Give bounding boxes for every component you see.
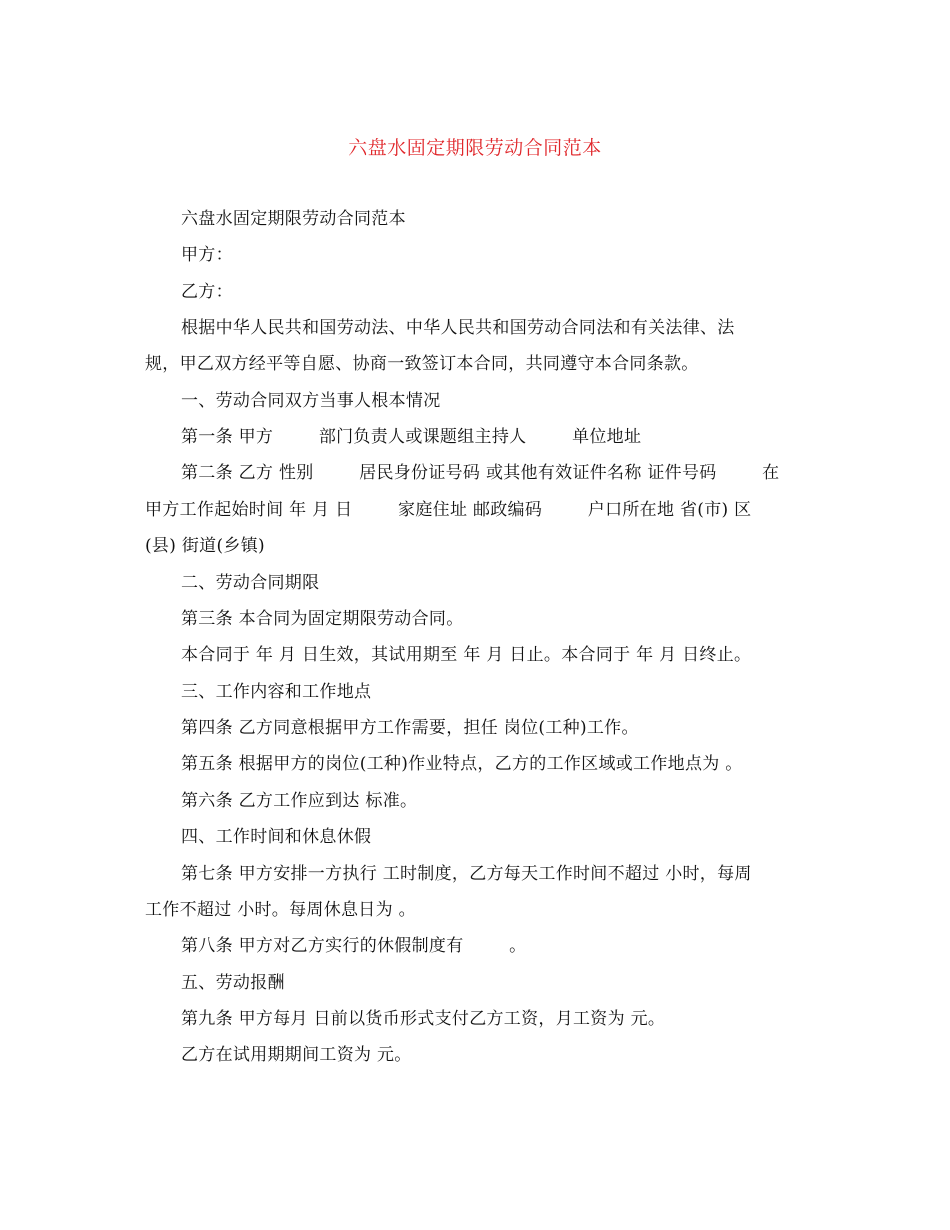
doc-line: 第三条 本合同为固定期限劳动合同。: [181, 609, 464, 629]
doc-line: 本合同于 年 月 日生效，其试用期至 年 月 日止。本合同于 年 月 日终止。: [181, 645, 752, 665]
doc-line: 第八条 甲方对乙方实行的休假制度有 。: [181, 936, 527, 956]
doc-line: 乙方：: [181, 282, 233, 302]
doc-line: 甲方：: [181, 245, 233, 265]
doc-line: 甲方工作起始时间 年 月 日 家庭住址 邮政编码 户口所在地 省(市) 区: [145, 500, 752, 520]
doc-line: 第二条 乙方 性别 居民身份证号码 或其他有效证件名称 证件号码 在: [181, 463, 780, 483]
doc-line: 第一条 甲方 部门负责人或课题组主持人 单位地址: [181, 427, 642, 447]
doc-line: 一、劳动合同双方当事人根本情况: [181, 391, 441, 411]
doc-line: 第六条 乙方工作应到达 标准。: [181, 791, 418, 811]
doc-line: 第七条 甲方安排一方执行 工时制度，乙方每天工作时间不超过 小时，每周: [181, 864, 752, 884]
doc-line: 乙方在试用期期间工资为 元。: [181, 1045, 412, 1065]
document-title: 六盘水固定期限劳动合同范本: [348, 137, 602, 159]
doc-line: 第四条 乙方同意根据甲方工作需要，担任 岗位(工种)工作。: [181, 718, 639, 738]
doc-line: 四、工作时间和休息休假: [181, 827, 372, 847]
doc-line: (县) 街道(乡镇): [145, 536, 265, 556]
doc-line: 二、劳动合同期限: [181, 573, 320, 593]
doc-line: 根据中华人民共和国劳动法、中华人民共和国劳动合同法和有关法律、法: [181, 318, 735, 338]
doc-line: 六盘水固定期限劳动合同范本: [181, 209, 406, 229]
doc-line: 第五条 根据甲方的岗位(工种)作业特点，乙方的工作区域或工作地点为 。: [181, 754, 743, 774]
doc-line: 第九条 甲方每月 日前以货币形式支付乙方工资，月工资为 元。: [181, 1009, 666, 1029]
doc-line: 工作不超过 小时。每周休息日为 。: [145, 900, 416, 920]
doc-line: 三、工作内容和工作地点: [181, 682, 372, 702]
doc-line: 五、劳动报酬: [181, 973, 285, 993]
doc-line: 规，甲乙双方经平等自愿、协商一致签订本合同，共同遵守本合同条款。: [145, 354, 699, 374]
